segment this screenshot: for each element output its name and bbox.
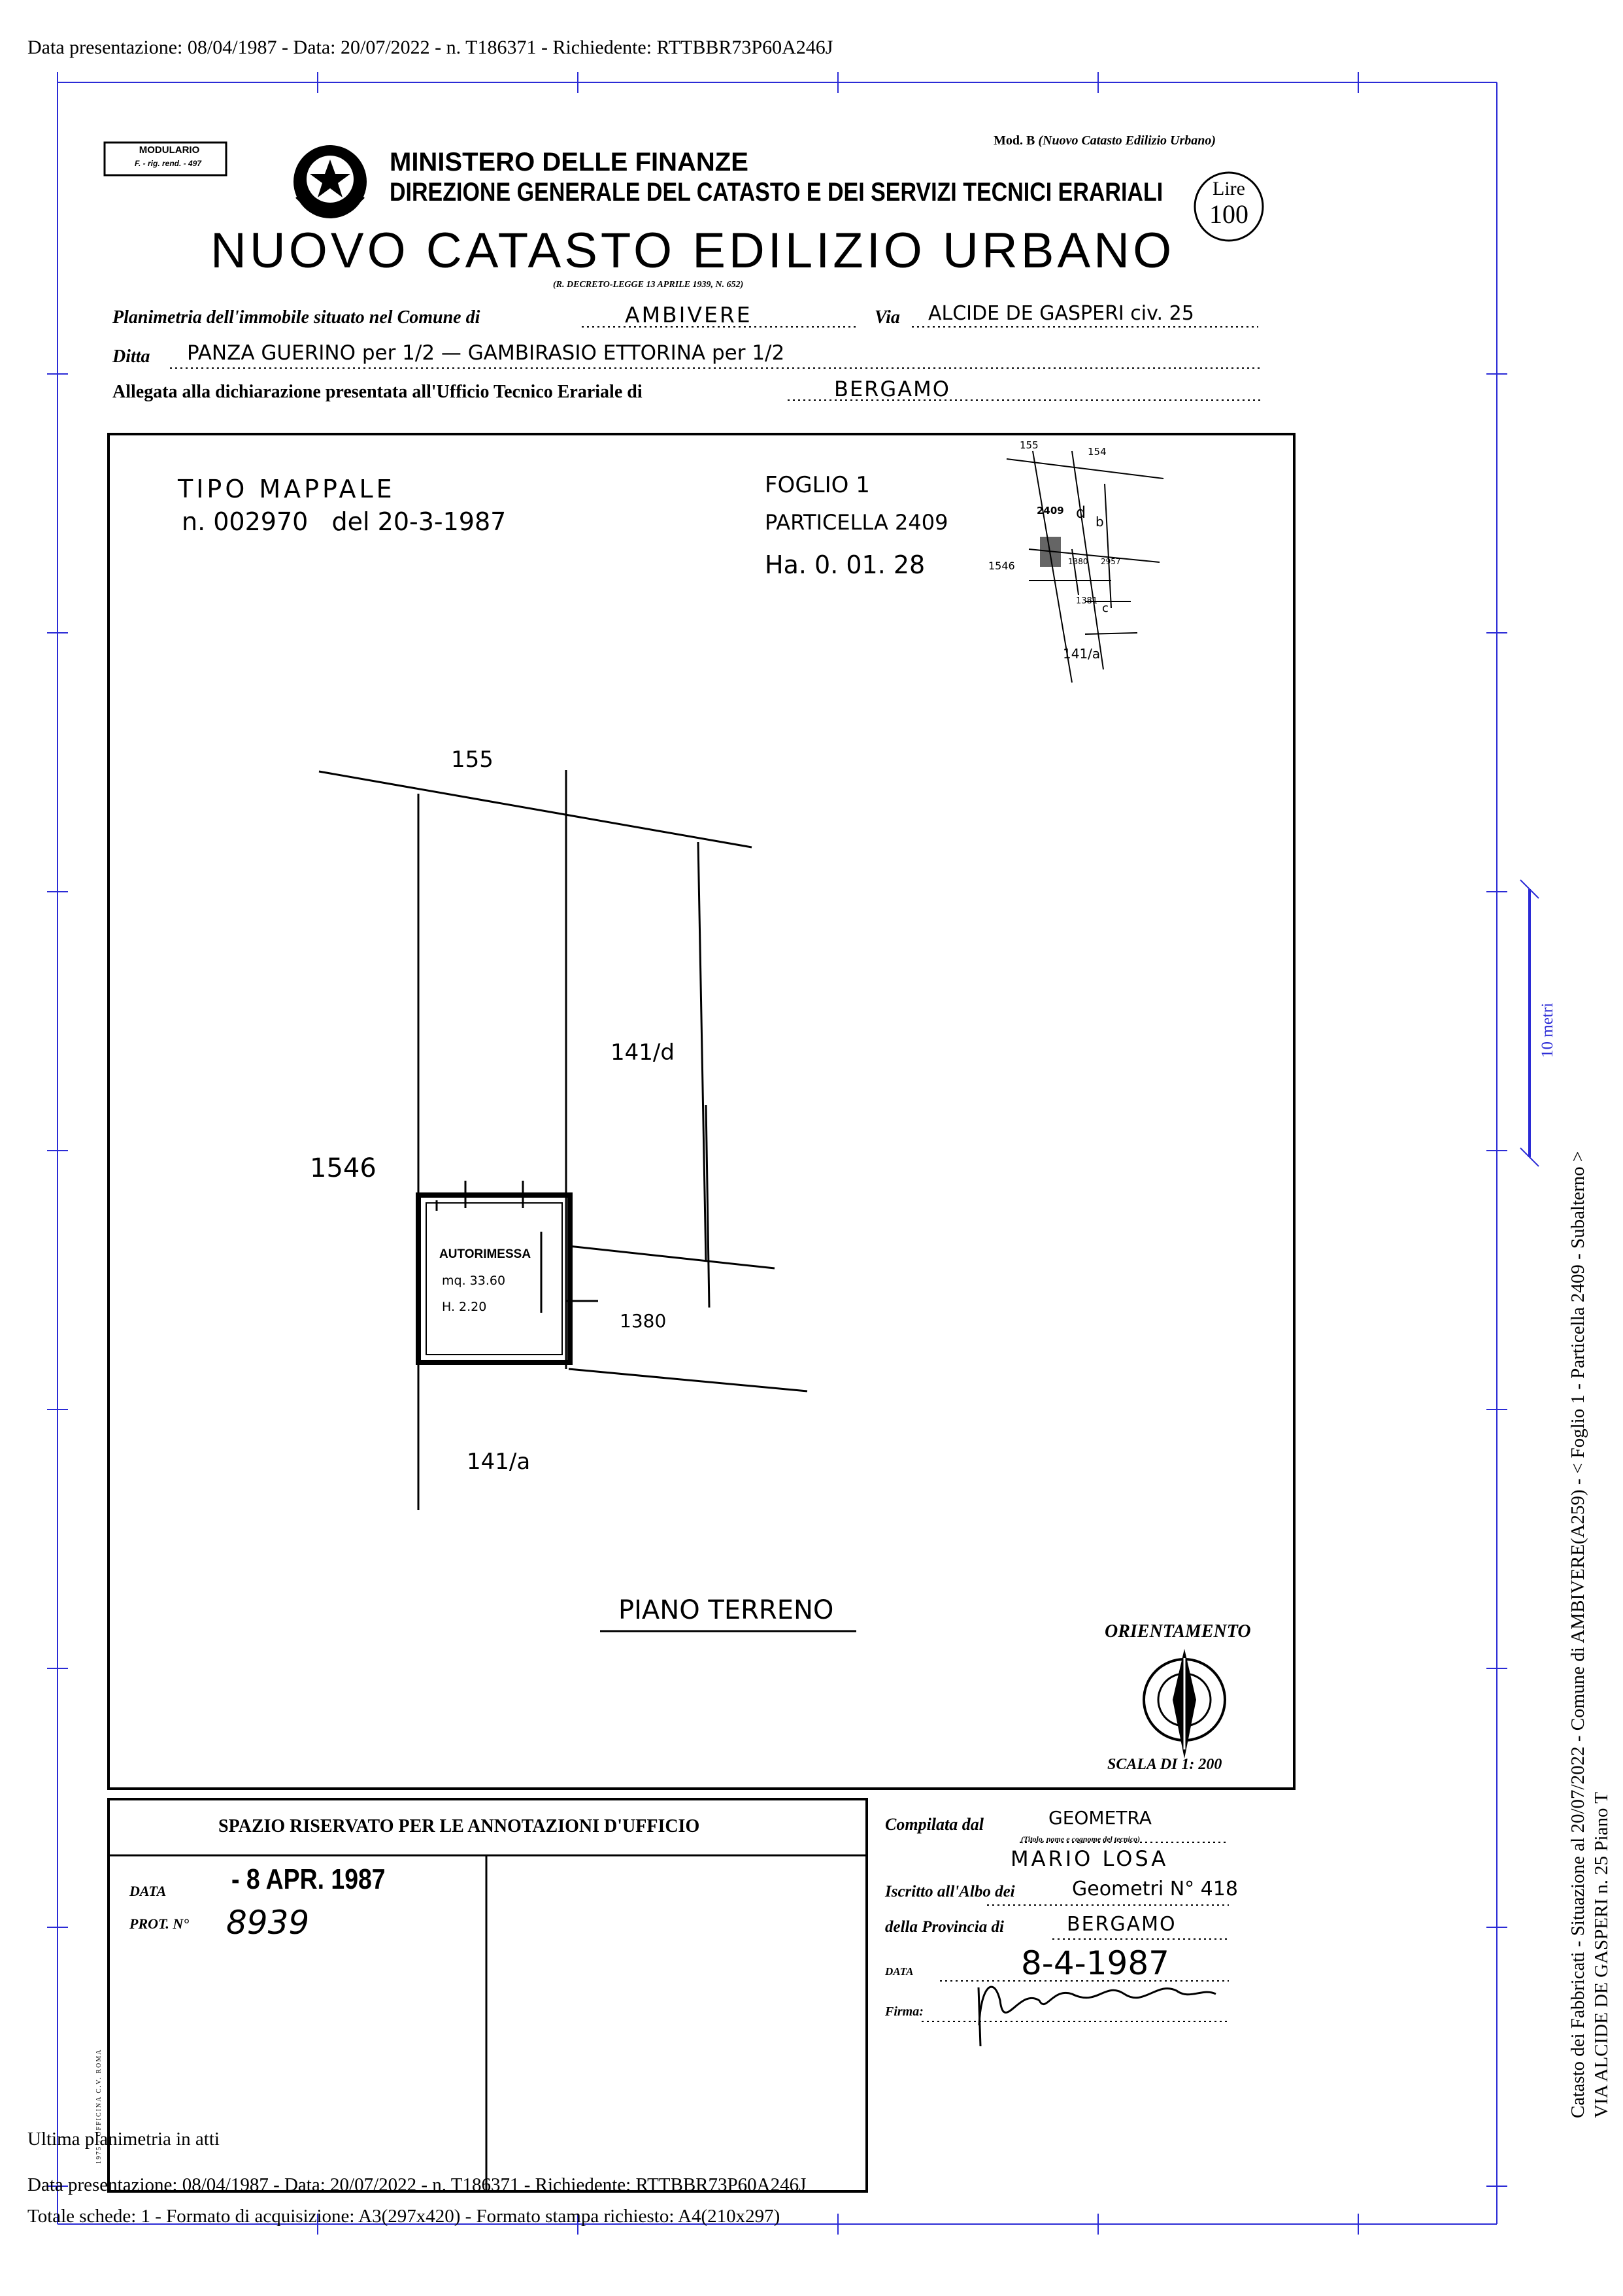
compilata-value: GEOMETRA [1048, 1807, 1152, 1829]
plan-lines [319, 770, 807, 1510]
tipo-mappale: TIPO MAPPALE [178, 475, 395, 503]
ufficio-value: BERGAMO [834, 377, 950, 401]
room-height: H. 2.20 [442, 1300, 487, 1314]
mini-141a: 141/a [1063, 646, 1101, 662]
mini-1546: 1546 [988, 560, 1015, 572]
mini-c: c [1102, 601, 1109, 615]
allegata-label: Allegata alla dichiarazione presentata all'Ufficio Tecnico Erariale di [112, 382, 643, 402]
emblem-icon [293, 145, 367, 218]
mini-2957: 2957 [1101, 557, 1121, 566]
titolo-note: (Titolo, nome e cognome del tecnico) [1021, 1834, 1141, 1844]
provincia-value: BERGAMO [1067, 1913, 1177, 1936]
scale-bar [1520, 880, 1539, 1166]
mini-b: b [1096, 514, 1104, 530]
scale-label: 10 metri [1539, 1002, 1556, 1058]
tipo-numero: n. 002970 del 20-3-1987 [182, 507, 507, 536]
label-141d: 141/d [611, 1039, 675, 1066]
stamp-value: 100 [1209, 199, 1248, 229]
ditta-label: Ditta [112, 346, 150, 367]
orientamento: ORIENTAMENTO [1105, 1621, 1251, 1642]
modulario-sub: F. - rig. rend. - 497 [134, 159, 202, 168]
main-title: NUOVO CATASTO EDILIZIO URBANO [210, 223, 1175, 279]
superficie: Ha. 0. 01. 28 [765, 550, 926, 579]
side-info-line2: VIA ALCIDE DE GASPERI n. 25 Piano T [1591, 1792, 1612, 2118]
footer-line2: Totale schede: 1 - Formato di acquisizione: A3(297x420) - Formato stampa richiesto: A4(210x297) [27, 2206, 780, 2227]
side-print: 1975 - OFFICINA C.V. ROMA [95, 2048, 103, 2164]
label-1546: 1546 [310, 1153, 376, 1183]
mini-1380: 1380 [1068, 557, 1088, 566]
room-name: AUTORIMESSA [439, 1247, 531, 1261]
compilata-label: Compilata dal [885, 1815, 984, 1834]
ditta-value: PANZA GUERINO per 1/2 — GAMBIRASIO ETTORINA per 1/2 [187, 341, 785, 365]
label-1380: 1380 [620, 1310, 667, 1332]
spazio-riservato: SPAZIO RISERVATO PER LE ANNOTAZIONI D'UFFICIO [218, 1816, 700, 1836]
document-header: Data presentazione: 08/04/1987 - Data: 20/07/2022 - n. T186371 - Richiedente: RTTBBR73P60A246J [27, 37, 833, 58]
plan-frame [109, 434, 1294, 1789]
decree: (R. DECRETO-LEGGE 13 APRILE 1939, N. 652) [553, 280, 744, 290]
mini-154: 154 [1088, 446, 1107, 458]
mod-sub: (Nuovo Catasto Edilizio Urbano) [1038, 133, 1216, 148]
side-info-line1: Catasto dei Fabbricati - Situazione al 20/07/2022 - Comune di AMBIVERE(A259) - < Foglio 1 - Particella 2409 - Subalterno > [1567, 1151, 1588, 2118]
mini-d: d [1076, 503, 1086, 522]
foglio: FOGLIO 1 [765, 472, 870, 498]
compiler-nome: MARIO LOSA [1011, 1846, 1169, 1871]
room-area: mq. 33.60 [442, 1274, 506, 1288]
footer-ultima: Ultima planimetria in atti [27, 2129, 220, 2150]
signature-stroke [979, 1987, 980, 2046]
direction-title: DIREZIONE GENERALE DEL CATASTO E DEI SERVIZI TECNICI ERARIALI [390, 178, 1163, 207]
office-prot-value: 8939 [226, 1904, 310, 1942]
compiler-data-label: DATA [885, 1965, 914, 1978]
modulario-label: MODULARIO [139, 144, 200, 156]
mini-2409: 2409 [1037, 505, 1064, 516]
comune-value: AMBIVERE [625, 302, 752, 328]
label-155: 155 [451, 747, 494, 773]
ministry-title: MINISTERO DELLE FINANZE [390, 148, 748, 177]
stamp-lire: Lire [1213, 178, 1245, 199]
provincia-label: della Provincia di [885, 1918, 1004, 1936]
office-data-value: - 8 APR. 1987 [231, 1863, 386, 1895]
iscritto-value: Geometri N° 418 [1072, 1878, 1238, 1900]
scala: SCALA DI 1: 200 [1107, 1756, 1222, 1773]
mini-155: 155 [1020, 439, 1039, 451]
floor-label: PIANO TERRENO [618, 1595, 834, 1625]
via-value: ALCIDE DE GASPERI civ. 25 [928, 302, 1194, 325]
office-data-label: DATA [129, 1883, 167, 1899]
firma-label: Firma: [885, 2004, 924, 2019]
planimetria-label: Planimetria dell'immobile situato nel Comune di [112, 307, 480, 328]
office-box [109, 1799, 867, 2191]
via-label: Via [875, 307, 900, 328]
particella: PARTICELLA 2409 [765, 510, 948, 535]
iscritto-label: Iscritto all'Albo dei [885, 1883, 1015, 1900]
footer-line1: Data presentazione: 08/04/1987 - Data: 20/07/2022 - n. T186371 - Richiedente: RTTBBR73P60A246J [27, 2174, 807, 2195]
signature [979, 1987, 1216, 2025]
office-prot-label: PROT. N° [129, 1916, 190, 1932]
compass-icon [1144, 1649, 1225, 1759]
label-141a: 141/a [467, 1449, 531, 1475]
mini-1381: 1381 [1076, 596, 1098, 606]
mod-label: Mod. B [994, 133, 1035, 148]
compiler-data-value: 8-4-1987 [1021, 1944, 1169, 1982]
